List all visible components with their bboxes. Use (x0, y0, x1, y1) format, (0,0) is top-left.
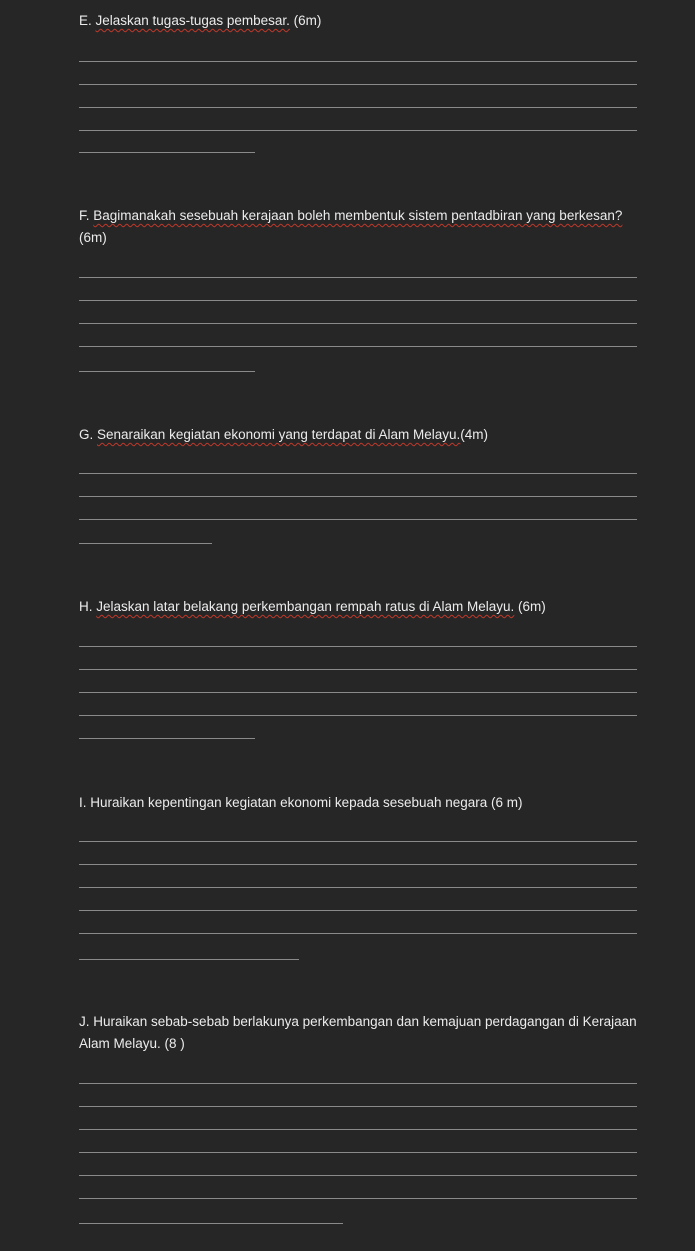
question-i (79, 792, 639, 967)
question-i-text (79, 792, 639, 814)
answer-line[interactable] (79, 646, 637, 647)
question-g-segment-1: Senaraikan kegiatan ekonomi yang terdapat di Alam Melayu. (97, 427, 461, 442)
answer-line-short[interactable] (79, 959, 299, 960)
answer-line[interactable] (79, 1175, 637, 1176)
question-f-text (79, 205, 639, 249)
question-i-segment-0: I. Huraikan kepentingan kegiatan ekonomi kepada sesebuah negara (6 m) (79, 795, 523, 810)
answer-line[interactable] (79, 1198, 637, 1199)
question-f-segment-2: (6m) (79, 230, 107, 245)
answer-line-short[interactable] (79, 152, 255, 153)
question-j-segment-0: J. Huraikan sebab-sebab berlakunya perkembangan dan kemajuan perdagangan di Kerajaan Alam Melayu. (8 ) (79, 1014, 637, 1051)
question-g (79, 424, 639, 549)
question-h (79, 596, 639, 746)
answer-line[interactable] (79, 84, 637, 85)
answer-line[interactable] (79, 669, 637, 670)
question-f-segment-0: F. (79, 208, 94, 223)
answer-line[interactable] (79, 277, 637, 278)
question-h-text (79, 596, 639, 618)
answer-line[interactable] (79, 1152, 637, 1153)
question-h-segment-0: H. (79, 599, 97, 614)
question-f-segment-1: Bagimanakah sesebuah kerajaan boleh membentuk sistem pentadbiran yang berkesan? (93, 208, 623, 223)
question-e-segment-1: Jelaskan tugas-tugas pembesar. (95, 13, 290, 28)
answer-line-short[interactable] (79, 1223, 343, 1224)
question-g-text (79, 424, 639, 446)
question-e-text (79, 10, 639, 32)
answer-line[interactable] (79, 887, 637, 888)
question-f (79, 205, 639, 380)
answer-line[interactable] (79, 1106, 637, 1107)
answer-line-short[interactable] (79, 543, 212, 544)
question-h-segment-2: (6m) (514, 599, 546, 614)
answer-line[interactable] (79, 692, 637, 693)
answer-line[interactable] (79, 496, 637, 497)
answer-line[interactable] (79, 1129, 637, 1130)
answer-line[interactable] (79, 346, 637, 347)
answer-line[interactable] (79, 323, 637, 324)
question-e-segment-0: E. (79, 13, 96, 28)
question-h-segment-1: Jelaskan latar belakang perkembangan rempah ratus di Alam Melayu. (96, 599, 515, 614)
question-g-segment-2: (4m) (460, 427, 488, 442)
question-j-text (79, 1011, 639, 1055)
answer-line[interactable] (79, 130, 637, 131)
answer-line[interactable] (79, 841, 637, 842)
question-j (79, 1011, 639, 1231)
answer-line[interactable] (79, 910, 637, 911)
question-e-segment-2: (6m) (289, 13, 322, 28)
answer-line[interactable] (79, 933, 637, 934)
answer-line[interactable] (79, 715, 637, 716)
answer-line[interactable] (79, 1083, 637, 1084)
answer-line[interactable] (79, 864, 637, 865)
answer-line[interactable] (79, 300, 637, 301)
question-e (79, 10, 639, 160)
question-g-segment-0: G. (79, 427, 98, 442)
answer-line[interactable] (79, 473, 637, 474)
answer-line-short[interactable] (79, 738, 255, 739)
answer-line-short[interactable] (79, 371, 255, 372)
answer-line[interactable] (79, 519, 637, 520)
answer-line[interactable] (79, 107, 637, 108)
answer-line[interactable] (79, 61, 637, 62)
